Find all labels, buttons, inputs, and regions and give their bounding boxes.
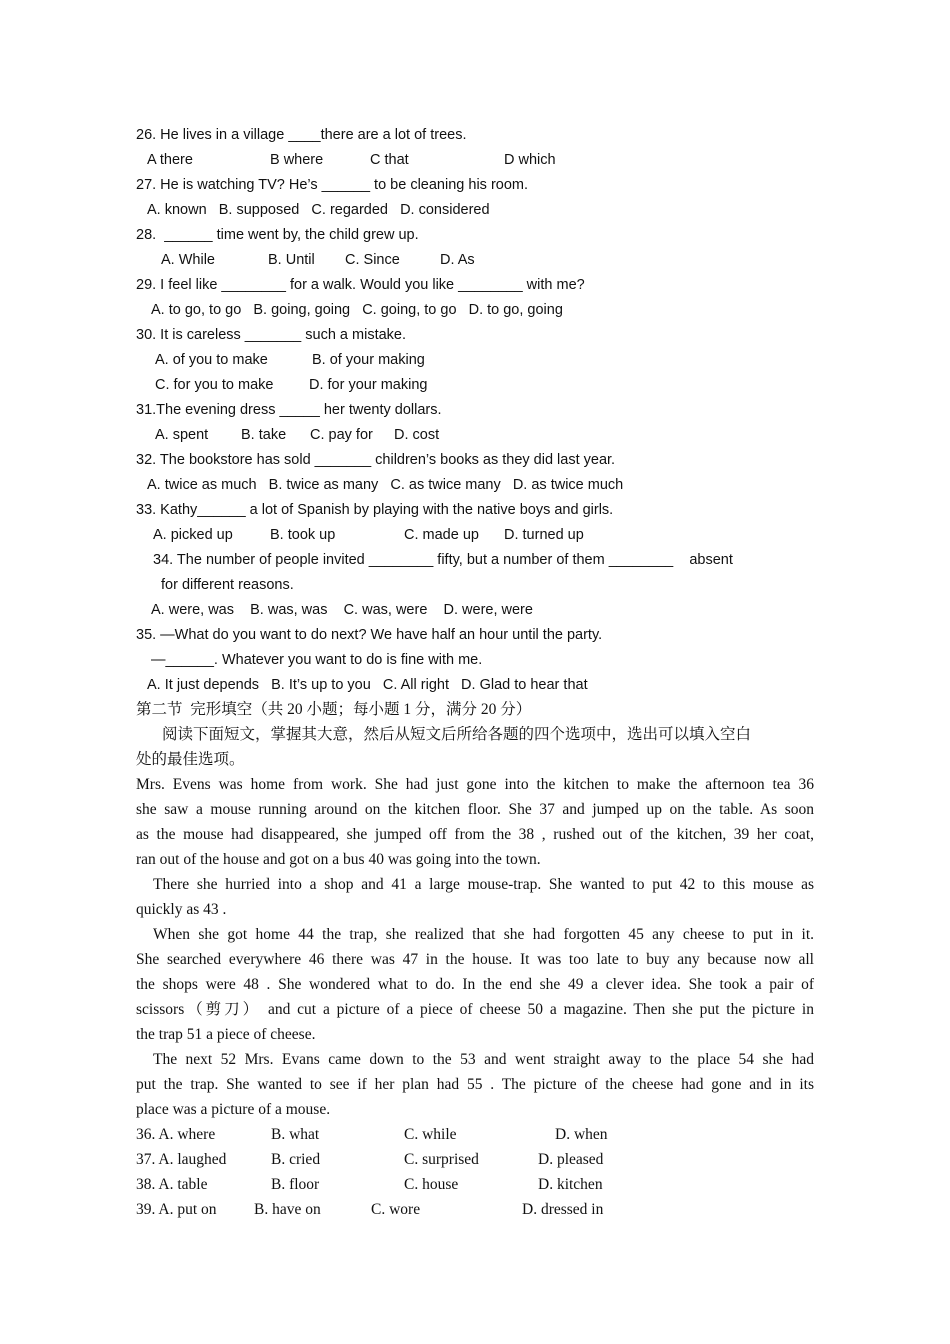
option-d: D. kitchen bbox=[538, 1176, 603, 1193]
option-c: C. wore bbox=[371, 1201, 421, 1218]
option-c: C. pay for bbox=[310, 427, 373, 443]
option-a: A there bbox=[147, 152, 193, 168]
option-d: D. cost bbox=[394, 427, 440, 443]
question-35-options: A. It just depends B. It’s up to you C. All right D. Glad to hear that bbox=[147, 677, 588, 693]
option-a: A. spent bbox=[155, 427, 209, 443]
option-a: A. While bbox=[161, 252, 215, 268]
option-b: B. of your making bbox=[312, 352, 425, 368]
option-c: C. house bbox=[404, 1176, 459, 1193]
option-c: C. while bbox=[404, 1126, 457, 1143]
passage-p1-line2: she saw a mouse running around on the kitchen floor. She 37 and jumped up on the table. As soon bbox=[136, 801, 814, 818]
question-32-options: A. twice as much B. twice as many C. as twice many D. as twice much bbox=[147, 477, 624, 493]
passage-p1-line4: ran out of the house and got on a bus 40 was going into the town. bbox=[136, 851, 541, 868]
option-c: C. made up bbox=[404, 527, 479, 543]
option-c: C. Since bbox=[345, 252, 400, 268]
passage-p4-line3: place was a picture of a mouse. bbox=[136, 1101, 331, 1118]
option-d: D. dressed in bbox=[522, 1201, 604, 1218]
passage-p4-line2: put the trap. She wanted to see if her plan had 55 . The picture of the cheese had gone and in its bbox=[136, 1076, 814, 1093]
option-b: B. what bbox=[271, 1126, 320, 1143]
passage-p3-line1: When she got home 44 the trap, she realized that she had forgotten 45 any cheese to put in it. bbox=[153, 926, 814, 943]
option-a: 37. A. laughed bbox=[136, 1151, 227, 1168]
question-34-options: A. were, was B. was, was C. was, were D. were, were bbox=[151, 602, 533, 618]
question-34-stem-cont: for different reasons. bbox=[161, 577, 294, 593]
option-b: B. Until bbox=[268, 252, 315, 268]
option-a: A. picked up bbox=[153, 527, 233, 543]
option-d: D. for your making bbox=[309, 377, 428, 393]
question-26-stem: 26. He lives in a village ____there are a lot of trees. bbox=[136, 127, 467, 143]
passage-p1-line3: as the mouse had disappeared, she jumped off from the 38 , rushed out of the kitchen, 39 her coat, bbox=[136, 826, 814, 843]
option-b: B. floor bbox=[271, 1176, 320, 1193]
instructions-line1: 阅读下面短文，掌握其大意，然后从短文后所给各题的四个选项中，选出可以填入空白 bbox=[162, 726, 752, 743]
option-d: D. As bbox=[440, 252, 475, 268]
passage-p3-line2: She searched everywhere 46 there was 47 in the house. It was too late to buy any because now all bbox=[136, 951, 814, 968]
option-b: B. cried bbox=[271, 1151, 321, 1168]
option-a: 38. A. table bbox=[136, 1176, 208, 1193]
passage-p1-line1: Mrs. Evens was home from work. She had just gone into the kitchen to make the afternoon tea 36 bbox=[136, 776, 814, 793]
passage-p3-line4: scissors（剪刀） and cut a picture of a piece of cheese 50 a magazine. Then she put the picture in bbox=[136, 1001, 814, 1018]
instructions-line2: 处的最佳选项。 bbox=[136, 751, 245, 768]
question-34-stem: 34. The number of people invited ________ fifty, but a number of them ________ absent bbox=[153, 552, 733, 568]
question-39-options bbox=[0, 1200, 950, 1320]
option-b: B. have on bbox=[254, 1201, 321, 1218]
option-d: D which bbox=[504, 152, 556, 168]
question-27-options: A. known B. supposed C. regarded D. considered bbox=[147, 202, 490, 218]
option-a: A. of you to make bbox=[155, 352, 268, 368]
passage-p3-line5: the trap 51 a piece of cheese. bbox=[136, 1026, 316, 1043]
question-27-stem: 27. He is watching TV? He’s ______ to be cleaning his room. bbox=[136, 177, 529, 193]
question-35-stem-cont: —______. Whatever you want to do is fine with me. bbox=[151, 652, 483, 668]
question-30-stem: 30. It is careless _______ such a mistake. bbox=[136, 327, 407, 343]
option-d: D. turned up bbox=[504, 527, 584, 543]
passage-p2-line2: quickly as 43 . bbox=[136, 901, 227, 918]
option-d: D. when bbox=[555, 1126, 608, 1143]
option-b: B where bbox=[270, 152, 324, 168]
passage-p4-line1: The next 52 Mrs. Evans came down to the 53 and went straight away to the place 54 she had bbox=[153, 1051, 814, 1068]
option-c: C. surprised bbox=[404, 1151, 479, 1168]
section-title: 第二节 完形填空（共 20 小题；每小题 1 分，满分 20 分） bbox=[136, 701, 532, 718]
question-31-stem: 31.The evening dress _____ her twenty dollars. bbox=[136, 402, 442, 418]
question-35-stem: 35. —What do you want to do next? We have half an hour until the party. bbox=[136, 627, 603, 643]
option-a: 36. A. where bbox=[136, 1126, 216, 1143]
passage-p3-line3: the shops were 48 . She wondered what to do. In the end she 49 a clever idea. She took a pair of bbox=[136, 976, 814, 993]
option-b: B. took up bbox=[270, 527, 336, 543]
question-29-stem: 29. I feel like ________ for a walk. Would you like ________ with me? bbox=[136, 277, 585, 293]
question-29-options: A. to go, to go B. going, going C. going, to go D. to go, going bbox=[151, 302, 563, 318]
question-28-stem: 28. ______ time went by, the child grew up. bbox=[136, 227, 419, 243]
option-c: C. for you to make bbox=[155, 377, 274, 393]
option-d: D. pleased bbox=[538, 1151, 604, 1168]
option-c: C that bbox=[370, 152, 409, 168]
question-32-stem: 32. The bookstore has sold _______ children’s books as they did last year. bbox=[136, 452, 616, 468]
option-a: 39. A. put on bbox=[136, 1201, 217, 1218]
passage-p2-line1: There she hurried into a shop and 41 a large mouse-trap. She wanted to put 42 to this mouse as bbox=[153, 876, 814, 893]
option-b: B. take bbox=[241, 427, 287, 443]
question-33-stem: 33. Kathy______ a lot of Spanish by playing with the native boys and girls. bbox=[136, 502, 614, 518]
